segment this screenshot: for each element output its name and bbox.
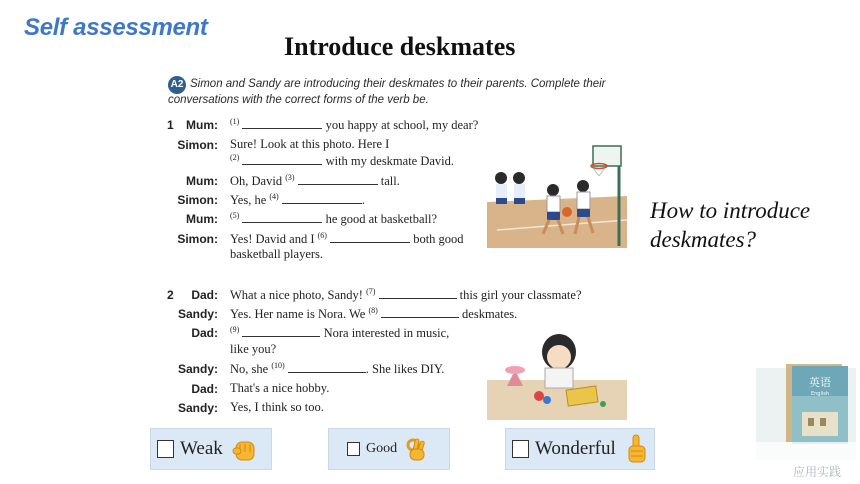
dialogue-line: No, she $^{(10)}$ . She likes DIY.	[230, 361, 445, 377]
dialogue-line: Yes. Her name is Nora. We $^{(8)}$ deskmates.	[230, 306, 518, 322]
speaker-label: Mum:	[186, 174, 218, 188]
dialogue-line: like you?	[230, 342, 277, 356]
speaker-label: Simon:	[177, 138, 218, 152]
dialogue-number: 1	[167, 118, 174, 132]
ok-hand-icon	[405, 435, 429, 463]
speaker-label: Simon:	[177, 193, 218, 207]
rating-label: Wonderful	[535, 438, 616, 459]
dialogue-line: $^{(2)}$ with my deskmate David.	[230, 153, 455, 169]
section-title: Self assessment	[24, 14, 208, 41]
girl-diy-illustration	[487, 330, 627, 420]
good-checkbox[interactable]	[347, 442, 360, 456]
rating-good[interactable]	[328, 428, 450, 470]
speaker-label: Mum:	[186, 118, 218, 132]
dialogue-number: 2	[167, 288, 174, 302]
dialogue-line: Oh, David $^{(3)}$ tall.	[230, 173, 400, 189]
wonderful-checkbox[interactable]	[512, 440, 529, 458]
exercise-instruction	[168, 76, 618, 108]
thumbs-up-icon	[624, 433, 650, 465]
weak-checkbox[interactable]	[157, 440, 174, 458]
dialogue-line: Sure! Look at this photo. Here I	[230, 137, 390, 151]
speaker-label: Sandy:	[177, 401, 218, 415]
dialogue-line: Yes, I think so too.	[230, 400, 324, 414]
fist-icon	[231, 434, 259, 464]
section-corner-label: 应用实践	[793, 465, 842, 479]
dialogue-line: $^{(5)}$ he good at basketball?	[230, 211, 437, 227]
rating-wonderful[interactable]	[505, 428, 655, 470]
dialogue-line: Yes! David and I $^{(6)}$ both good	[230, 231, 464, 247]
side-question-line: deskmates?	[650, 227, 757, 252]
side-question	[650, 196, 810, 254]
exercise-badge: A2	[168, 76, 186, 94]
speaker-label: Sandy:	[177, 362, 218, 376]
rating-weak[interactable]	[150, 428, 272, 470]
dialogue-line: basketball players.	[230, 247, 324, 261]
rating-label: Good	[366, 441, 398, 456]
side-question-line: How to introduce	[650, 198, 811, 223]
dialogue-line: $^{(1)}$ you happy at school, my dear?	[230, 117, 479, 133]
dialogue-line: What a nice photo, Sandy! $^{(7)}$ this girl your classmate?	[230, 287, 582, 303]
speaker-label: Simon:	[177, 232, 218, 246]
textbook-cover-image	[756, 360, 856, 460]
dialogue-line: Yes, he $^{(4)}$ .	[230, 192, 365, 208]
basketball-illustration	[487, 140, 627, 248]
speaker-label: Dad:	[191, 326, 218, 340]
speaker-label: Dad:	[191, 382, 218, 396]
speaker-label: Sandy:	[177, 307, 218, 321]
speaker-label: Dad:	[191, 288, 218, 302]
slide-title: Introduce deskmates	[284, 32, 516, 61]
dialogue-line: That's a nice hobby.	[230, 381, 330, 395]
textbook-title: 英语	[809, 376, 831, 389]
instruction-text: Simon and Sandy are introducing their deskmates to their parents. Complete their conversations with the correct forms of the verb be.	[168, 78, 606, 106]
textbook-subtitle: English	[810, 391, 830, 397]
speaker-label: Mum:	[186, 212, 218, 226]
rating-label: Weak	[180, 438, 223, 459]
dialogue-line: $^{(9)}$ Nora interested in music,	[230, 325, 450, 341]
